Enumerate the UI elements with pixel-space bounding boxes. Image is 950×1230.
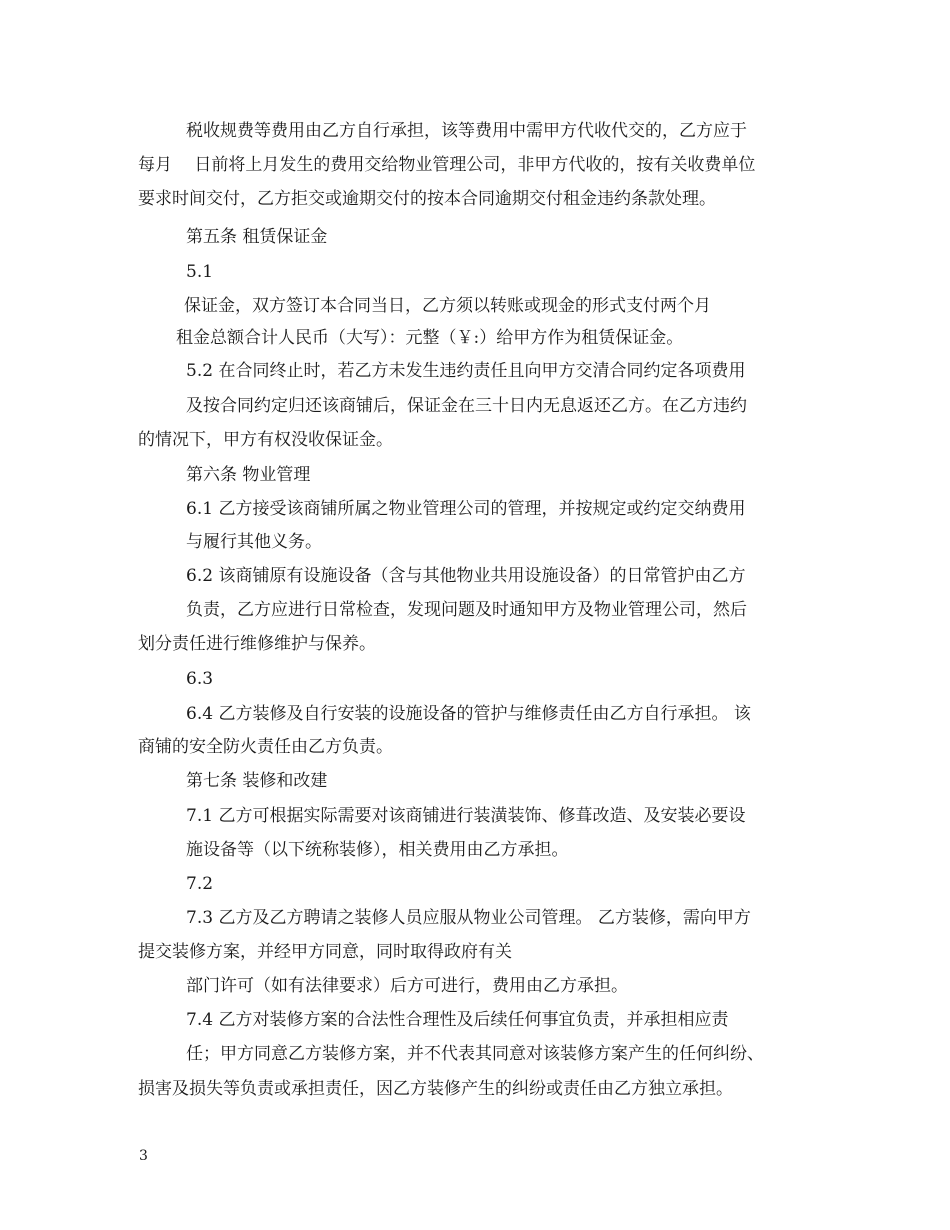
text-line: 每月 日前将上月发生的费用交给物业管理公司，非甲方代收的，按有关收费单位 xyxy=(138,155,756,175)
text-line: 6.2 该商铺原有设施设备（含与其他物业共用设施设备）的日常管护由乙方 xyxy=(186,566,746,586)
text-line: 商铺的安全防火责任由乙方负责。 xyxy=(138,737,393,757)
text-line: 税收规费等费用由乙方自行承担，该等费用中需甲方代收代交的，乙方应于 xyxy=(186,121,747,141)
page-number: 3 xyxy=(139,1148,148,1164)
text-line: 负责，乙方应进行日常检查，发现问题及时通知甲方及物业管理公司，然后 xyxy=(186,600,747,620)
text-line: 划分责任进行维修维护与保养。 xyxy=(138,634,376,654)
text-line: 与履行其他义务。 xyxy=(186,532,322,552)
text-line: 施设备等（以下统称装修），相关费用由乙方承担。 xyxy=(186,840,569,860)
text-line: 租金总额合计人民币（大写）：元整（￥:）给甲方作为租赁保证金。 xyxy=(176,328,684,348)
section-heading: 第五条 租赁保证金 xyxy=(186,227,328,247)
section-heading: 第六条 物业管理 xyxy=(186,465,311,485)
text-line: 保证金，双方签订本合同当日，乙方须以转账或现金的形式支付两个月 xyxy=(184,296,711,316)
text-line: 6.4 乙方装修及自行安装的设施设备的管护与维修责任由乙方自行承担。 该 xyxy=(186,704,751,724)
text-line: 的情况下，甲方有权没收保证金。 xyxy=(138,430,393,450)
clause-number: 5.1 xyxy=(186,262,214,282)
text-line: 7.3 乙方及乙方聘请之装修人员应服从物业公司管理。 乙方装修，需向甲方 xyxy=(186,908,751,928)
text-line: 7.1 乙方可根据实际需要对该商铺进行装潢装饰、修葺改造、及安装必要设 xyxy=(186,806,746,826)
clause-number: 7.2 xyxy=(186,874,214,894)
clause-number: 6.3 xyxy=(186,669,214,689)
text-line: 部门许可（如有法律要求）后方可进行，费用由乙方承担。 xyxy=(186,976,628,996)
text-line: 损害及损失等负责或承担责任，因乙方装修产生的纠纷或责任由乙方独立承担。 xyxy=(138,1079,733,1099)
text-line: 6.1 乙方接受该商铺所属之物业管理公司的管理，并按规定或约定交纳费用 xyxy=(186,499,746,519)
text-line: 5.2 在合同终止时，若乙方未发生违约责任且向甲方交清合同约定各项费用 xyxy=(186,361,746,381)
text-line: 7.4 乙方对装修方案的合法性合理性及后续任何事宜负责，并承担相应责 xyxy=(186,1010,729,1030)
text-line: 要求时间交付，乙方拒交或逾期交付的按本合同逾期交付租金违约条款处理。 xyxy=(138,189,716,209)
text-line: 任；甲方同意乙方装修方案，并不代表其同意对该装修方案产生的任何纠纷、 xyxy=(186,1044,764,1064)
text-line: 及按合同约定归还该商铺后，保证金在三十日内无息返还乙方。在乙方违约 xyxy=(186,396,747,416)
text-line: 提交装修方案，并经甲方同意，同时取得政府有关 xyxy=(138,942,512,962)
section-heading: 第七条 装修和改建 xyxy=(186,771,328,791)
